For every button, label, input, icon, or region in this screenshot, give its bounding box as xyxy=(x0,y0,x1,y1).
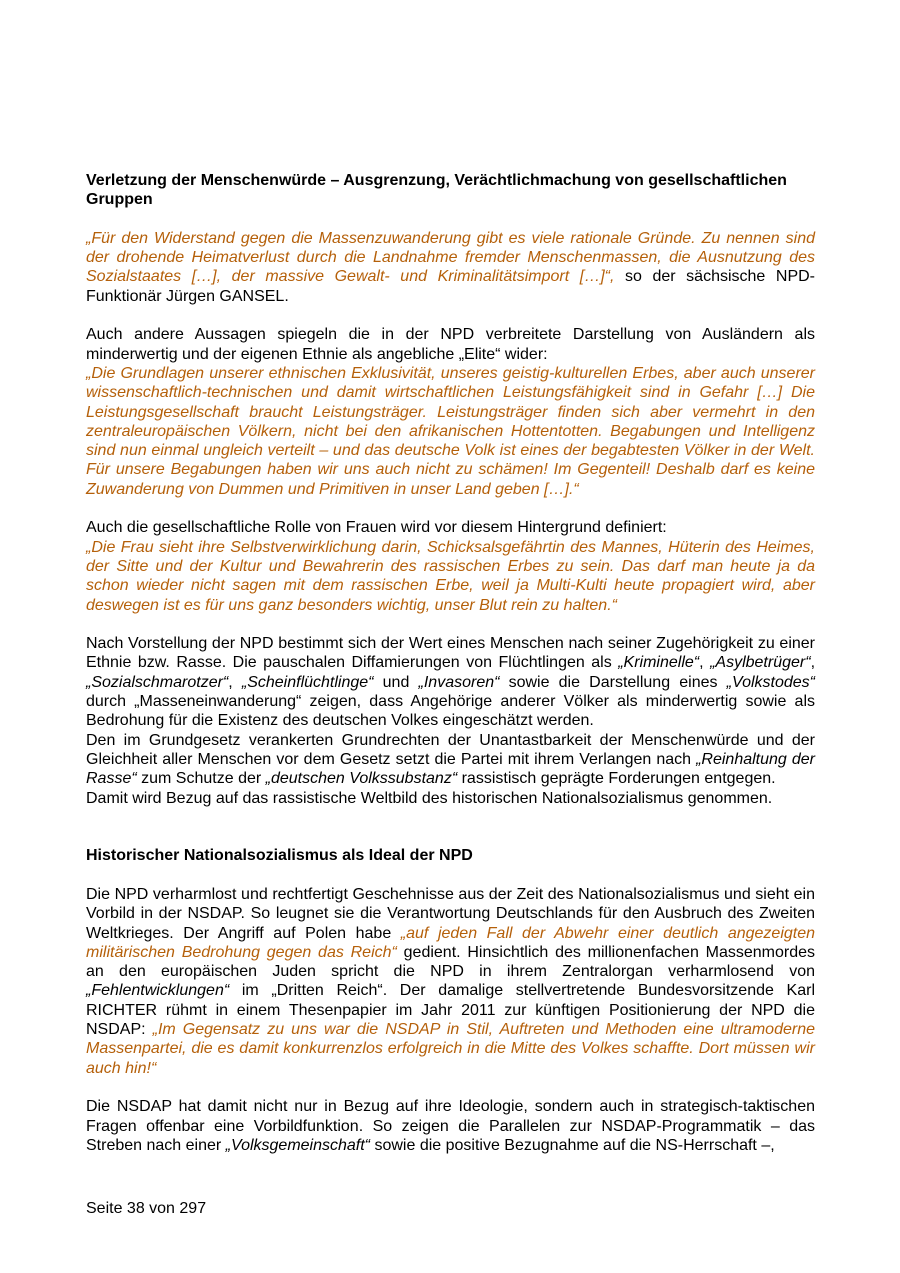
paragraph-gansel-quote xyxy=(86,229,815,306)
text-segment: gedient. Hinsichtlich des millionenfachen Massenmordes an den europäischen Juden spricht die NPD in ihrem Zentralorgan verharmlosend von xyxy=(86,943,815,981)
text-segment: , xyxy=(228,673,242,691)
italic-term: „Fehlentwicklungen“ xyxy=(86,982,230,1000)
quote-polen: „auf jeden Fall der Abwehr einer deutlich angezeigten militärischen Bedrohung gegen das Reich“ xyxy=(86,924,816,961)
text-segment: im „Dritten Reich“. Der damalige stellvertretende Bundesvorsitzende Karl RICHTER rühmt in einem Thesenpapier im Jahr 2011 zur künftigen Positionierung der NPD die NSDAP: xyxy=(86,982,815,1039)
italic-term: „Asylbetrüger“ xyxy=(710,654,811,672)
italic-term: „Reinhaltung der Rasse“ xyxy=(86,750,816,788)
paragraph-vorbildfunktion xyxy=(86,1097,815,1155)
italic-term: „Scheinflüchtlinge“ xyxy=(241,673,374,691)
quote-gansel: „Für den Widerstand gegen die Massenzuwanderung gibt es viele rationale Gründe. Zu nennen sind der drohende Heimatverlust durch die Landnahme fremder Menschenmassen, die Ausnutzung des Sozialstaates […], der massive Gewalt- und Kriminalitätsimport […]“, xyxy=(86,229,815,286)
text-segment: durch „Masseneinwanderung“ zeigen, dass Angehörige anderer Völker als minderwertig sowie als Bedrohung für die Existenz des deutschen Volkes eingeschätzt werden. xyxy=(86,693,815,730)
paragraph-elite-intro: Auch andere Aussagen spiegeln die in der NPD verbreitete Darstellung von Ausländern als minderwertig und der eigenen Ethnie als angebliche „Elite“ wider: xyxy=(86,326,815,363)
text-segment: Den im Grundgesetz verankerten Grundrechten der Unantastbarkeit der Menschenwürde und der Gleichheit aller Menschen vor dem Gesetz setzt die Partei mit ihrem Verlangen nach xyxy=(86,731,815,768)
text-segment: Nach Vorstellung der NPD bestimmt sich der Wert eines Menschen nach seiner Zugehörigkeit zu einer Ethnie bzw. Rasse. Die pauschalen Diffamierungen von Flüchtlingen als xyxy=(86,635,815,672)
text-segment: , xyxy=(699,654,711,672)
quote-frauen: „Die Frau sieht ihre Selbstverwirklichung darin, Schicksalsgefährtin des Mannes, Hüterin des Heimes, der Sitte und der Kultur und Bewahrerin des rassischen Erbes zu sein. Das darf man heute ja da schon wieder nicht sagen mit dem rassischen Erbe, weil ja Multi-Kulti heute propagiert wird, aber deswegen ist es für uns ganz besonders wichtig, unser Blut rein zu halten.“ xyxy=(86,538,815,614)
italic-term: „Kriminelle“ xyxy=(618,654,700,672)
italic-term: „Volkstodes“ xyxy=(726,673,815,691)
quote-elite: „Die Grundlagen unserer ethnischen Exklusivität, unseres geistig-kulturellen Erbes, aber auch unserer wissenschaftlich-technischen und damit wirtschaftlichen Leistungsfähigkeit sind in Gefahr […] Die Leistungsgesellschaft braucht Leistungsträger. Leistungsträger finden sich aber vermehrt in den zentraleuropäischen Völkern, nicht bei den afrikanischen Hottentotten. Begabungen und Intelligenz sind nun einmal ungleich verteilt – und das deutsche Volk ist eines der begabtesten Völker in der Welt. Für unsere Begabungen haben wir uns auch nicht zu schämen! Im Gegenteil! Deshalb darf es keine Zuwanderung von Dummen und Primitiven in unser Land geben […].“ xyxy=(86,364,815,498)
text-segment: rassistisch geprägte Forderungen entgegen. xyxy=(457,770,776,788)
text-segment: , xyxy=(810,654,816,672)
paragraph-frauen-intro: Auch die gesellschaftliche Rolle von Frauen wird vor diesem Hintergrund definiert: xyxy=(86,519,667,537)
text-segment: zum Schutze der xyxy=(136,770,266,788)
page-content xyxy=(86,171,815,1155)
italic-term: „Invasoren“ xyxy=(418,673,500,691)
italic-term: „Volksgemeinschaft“ xyxy=(225,1136,371,1154)
section-heading-menschenwuerde: Verletzung der Menschenwürde – Ausgrenzung, Verächtlichmachung von gesellschaftlichen Gruppen xyxy=(86,172,787,209)
paragraph-bezug-weltbild: Damit wird Bezug auf das rassistische Weltbild des historischen Nationalsozialismus genommen. xyxy=(86,789,773,807)
italic-term: „Sozialschmarotzer“ xyxy=(86,673,229,691)
text-segment: sowie die Darstellung eines xyxy=(499,673,727,691)
text-segment: Die NSDAP hat damit nicht nur in Bezug auf ihre Ideologie, sondern auch in strategisch-taktischen Fragen offenbar eine Vorbildfunktion. So zeigen die Parallelen zur NSDAP-Programmatik – das Streben nach einer xyxy=(86,1098,815,1154)
section-heading-nationalsozialismus: Historischer Nationalsozialismus als Ideal der NPD xyxy=(86,847,473,865)
text-segment: Die NPD verharmlost und rechtfertigt Geschehnisse aus der Zeit des Nationalsozialismus und sieht ein Vorbild in der NSDAP. So leugnet sie die Verantwortung Deutschlands für den Ausbruch des Zweiten Weltkrieges. Der Angriff auf Polen habe xyxy=(86,885,815,942)
paragraph-verharmlosung xyxy=(86,885,815,1078)
paragraph-grundgesetz xyxy=(86,731,815,789)
text-segment: und xyxy=(373,673,419,691)
quote-richter: „Im Gegensatz zu uns war die NSDAP in Stil, Auftreten und Methoden eine ultramoderne Massenpartei, die es damit konkurrenzlos erfolgreich in die Mitte des Volkes schaffte. Dort müssen wir auch hin!“ xyxy=(86,1021,815,1077)
text-segment: sowie die positive Bezugnahme auf die NS-Herrschaft –, xyxy=(370,1136,775,1154)
page-number: Seite 38 von 297 xyxy=(86,1200,207,1217)
italic-term: „deutschen Volkssubstanz“ xyxy=(265,770,458,788)
paragraph-wert-menschen xyxy=(86,634,815,730)
attribution-text: so der sächsische NPD-Funktionär Jürgen GANSEL. xyxy=(86,268,816,305)
